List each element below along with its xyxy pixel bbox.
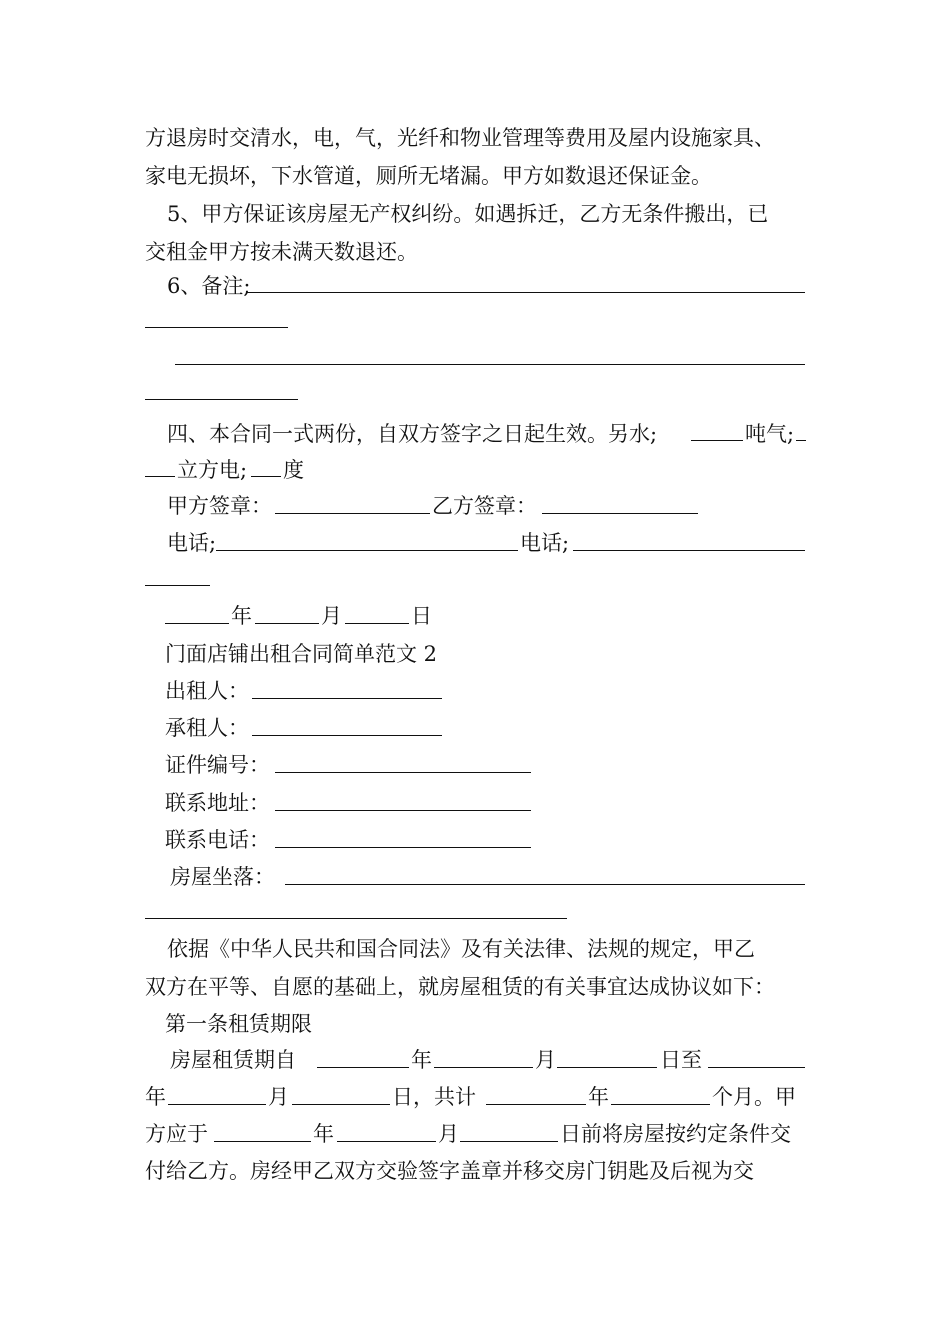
phone-a-label: 电话; <box>167 531 217 555</box>
phone-b-blank[interactable] <box>145 585 210 586</box>
location-blank[interactable] <box>285 884 805 885</box>
text-line: 月 <box>268 1085 289 1109</box>
day-blank[interactable] <box>345 623 409 624</box>
contact-phone-label: 联系电话： <box>165 828 270 852</box>
phone-b-blank[interactable] <box>573 550 805 551</box>
end-month-blank[interactable] <box>168 1104 266 1105</box>
end-year-blank[interactable] <box>708 1067 805 1068</box>
text-line: 日 <box>411 604 432 628</box>
text-line: 个月。甲 <box>712 1085 796 1109</box>
text-line: 房屋租赁期自 <box>170 1048 296 1072</box>
remarks-blank[interactable] <box>175 364 805 365</box>
party-a-sign-blank[interactable] <box>275 513 430 514</box>
address-label: 联系地址： <box>165 791 270 815</box>
text-line: 年 <box>411 1048 432 1072</box>
party-b-sign-label: 乙方签章： <box>432 494 537 518</box>
id-label: 证件编号： <box>165 753 270 777</box>
handover-day-blank[interactable] <box>460 1141 558 1142</box>
electric-blank[interactable] <box>251 476 281 477</box>
start-year-blank[interactable] <box>317 1067 409 1068</box>
text-line: 家电无损坏，下水管道，厕所无堵漏。甲方如数退还保证金。 <box>145 164 712 188</box>
start-day-blank[interactable] <box>557 1067 657 1068</box>
water-blank[interactable] <box>691 440 743 441</box>
handover-year-blank[interactable] <box>214 1141 311 1142</box>
handover-month-blank[interactable] <box>337 1141 436 1142</box>
phone-b-label: 电话; <box>520 531 570 555</box>
text-line: 5、甲方保证该房屋无产权纠纷。如遇拆迁，乙方无条件搬出，已 <box>167 202 769 226</box>
month-blank[interactable] <box>255 623 319 624</box>
party-a-sign-label: 甲方签章： <box>167 494 272 518</box>
text-line: 日前将房屋按约定条件交 <box>560 1122 791 1146</box>
party-b-sign-blank[interactable] <box>542 513 698 514</box>
total-year-blank[interactable] <box>486 1104 586 1105</box>
remarks-blank[interactable] <box>145 327 288 328</box>
phone-a-blank[interactable] <box>216 550 518 551</box>
gas-blank[interactable] <box>145 476 175 477</box>
section-title: 门面店铺出租合同简单范文 2 <box>165 642 438 666</box>
text-line: 年 <box>231 604 252 628</box>
year-blank[interactable] <box>165 623 229 624</box>
end-day-blank[interactable] <box>292 1104 390 1105</box>
text-line: 吨气; <box>745 422 795 446</box>
text-line: 交租金甲方按未满天数退还。 <box>145 240 418 264</box>
address-blank[interactable] <box>275 810 531 811</box>
text-line: 立方电; <box>177 458 248 482</box>
text-line: 依据《中华人民共和国合同法》及有关法律、法规的规定，甲乙 <box>167 937 755 961</box>
text-line: 方退房时交清水，电，气，光纤和物业管理等费用及屋内设施家具、 <box>145 126 775 150</box>
contact-phone-blank[interactable] <box>275 847 531 848</box>
text-line: 年 <box>145 1085 166 1109</box>
remarks-blank[interactable] <box>247 292 805 293</box>
id-blank[interactable] <box>275 772 531 773</box>
text-line: 四、本合同一式两份，自双方签字之日起生效。另水; <box>167 422 658 446</box>
text-line: 付给乙方。房经甲乙双方交验签字盖章并移交房门钥匙及后视为交 <box>145 1159 754 1183</box>
text-line: 年 <box>588 1085 609 1109</box>
text-line: 月 <box>535 1048 556 1072</box>
total-month-blank[interactable] <box>611 1104 710 1105</box>
lessor-blank[interactable] <box>252 698 442 699</box>
text-line: 月 <box>438 1122 459 1146</box>
article-heading: 第一条租赁期限 <box>165 1012 312 1036</box>
lessee-blank[interactable] <box>252 735 442 736</box>
location-blank[interactable] <box>145 918 567 919</box>
location-label: 房屋坐落： <box>170 865 275 889</box>
remarks-blank[interactable] <box>145 399 298 400</box>
remarks-label: 6、备注; <box>167 274 251 298</box>
text-line: 年 <box>313 1122 334 1146</box>
lessee-label: 承租人： <box>165 716 249 740</box>
text-line: 日至 <box>660 1048 702 1072</box>
text-line: 方应于 <box>145 1122 208 1146</box>
lessor-label: 出租人： <box>165 679 249 703</box>
text-line: 双方在平等、自愿的基础上，就房屋租赁的有关事宜达成协议如下： <box>145 975 775 999</box>
text-line: 月 <box>321 604 342 628</box>
gas-blank[interactable] <box>796 440 806 441</box>
text-line: 度 <box>283 458 304 482</box>
text-line: 日，共计 <box>392 1085 476 1109</box>
start-month-blank[interactable] <box>434 1067 533 1068</box>
